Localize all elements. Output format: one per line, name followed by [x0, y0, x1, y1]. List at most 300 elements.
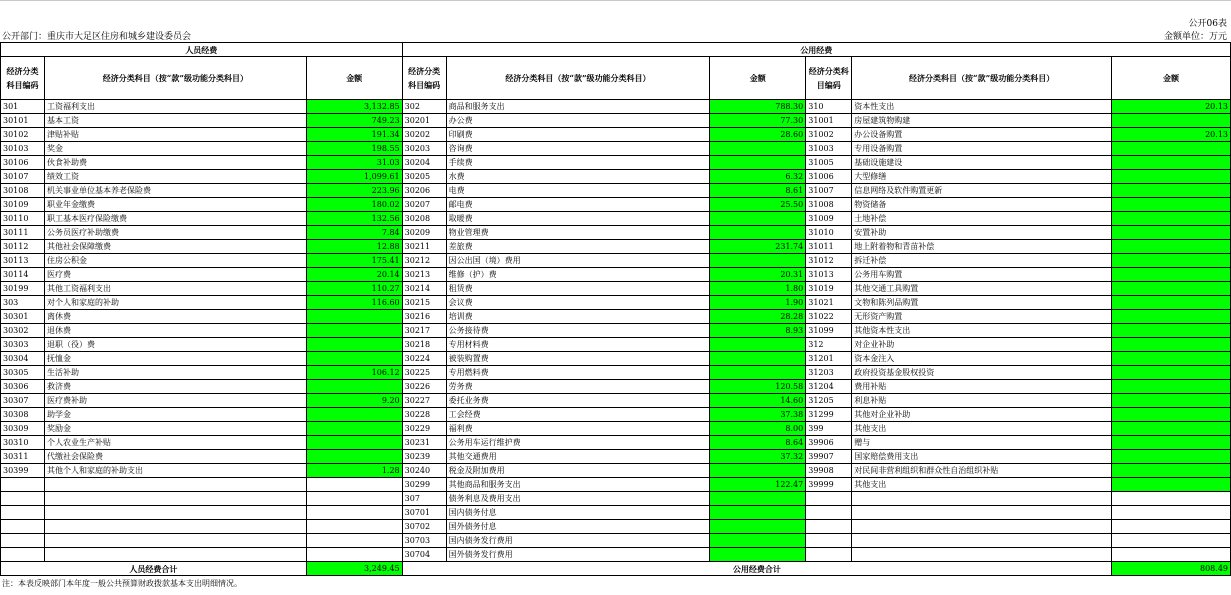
personnel-name-cell: 基本工资: [44, 114, 306, 128]
public-name-cell: 物业管理费: [446, 226, 710, 240]
public-code-cell: 302: [402, 100, 446, 114]
table-row: [1, 254, 1231, 268]
public-amount-cell: [710, 492, 806, 506]
personnel-name-cell: 公务员医疗补助缴费: [44, 226, 306, 240]
personnel-code-cell: 303: [1, 296, 45, 310]
table-row: [1, 380, 1231, 394]
expenditure-table: [0, 42, 1231, 576]
personnel-code-cell: 30301: [1, 310, 45, 324]
capital-amount-cell: [1112, 296, 1231, 310]
capital-amount-cell: [1112, 352, 1231, 366]
capital-amount-cell: 20.13: [1112, 100, 1231, 114]
personnel-amount-cell: 223.96: [306, 184, 402, 198]
personnel-code-cell: [1, 492, 45, 506]
total-row: [1, 562, 1231, 576]
capital-name-cell: 其他资本性支出: [852, 324, 1112, 338]
table-row: [1, 198, 1231, 212]
col-name-header: 经济分类科目（按“款”级功能分类科目）: [852, 57, 1112, 100]
personnel-name-cell: [44, 534, 306, 548]
personnel-amount-cell: 132.56: [306, 212, 402, 226]
public-name-cell: 其他商品和服务支出: [446, 478, 710, 492]
public-name-cell: 租赁费: [446, 282, 710, 296]
personnel-code-cell: 30307: [1, 394, 45, 408]
capital-name-cell: 其他交通工具购置: [852, 282, 1112, 296]
public-code-cell: 30202: [402, 128, 446, 142]
public-amount-cell: 37.32: [710, 450, 806, 464]
table-row: [1, 548, 1231, 562]
table-row: [1, 436, 1231, 450]
col-amount-header: 金额: [306, 57, 402, 100]
public-amount-cell: [710, 338, 806, 352]
capital-name-cell: 对民间非营利组织和群众性自治组织补贴: [852, 464, 1112, 478]
personnel-code-cell: [1, 534, 45, 548]
capital-code-cell: 312: [806, 338, 852, 352]
public-code-cell: 30217: [402, 324, 446, 338]
table-row: [1, 520, 1231, 534]
capital-name-cell: 办公设备购置: [852, 128, 1112, 142]
public-amount-cell: [710, 254, 806, 268]
personnel-code-cell: 30110: [1, 212, 45, 226]
public-amount-cell: [710, 506, 806, 520]
capital-amount-cell: [1112, 184, 1231, 198]
public-amount-cell: [710, 352, 806, 366]
capital-amount-cell: [1112, 142, 1231, 156]
personnel-name-cell: 离休费: [44, 310, 306, 324]
table-row: [1, 226, 1231, 240]
capital-amount-cell: [1112, 436, 1231, 450]
public-name-cell: 公务接待费: [446, 324, 710, 338]
public-code-cell: 30205: [402, 170, 446, 184]
personnel-code-cell: 30103: [1, 142, 45, 156]
personnel-amount-cell: 180.02: [306, 198, 402, 212]
personnel-name-cell: [44, 548, 306, 562]
personnel-total-label: 人员经费合计: [1, 562, 307, 576]
personnel-amount-cell: 1.28: [306, 464, 402, 478]
personnel-code-cell: [1, 548, 45, 562]
public-code-cell: 30703: [402, 534, 446, 548]
public-amount-cell: [710, 156, 806, 170]
public-code-cell: 30209: [402, 226, 446, 240]
public-name-cell: 税金及附加费用: [446, 464, 710, 478]
public-amount-cell: [710, 548, 806, 562]
table-row: [1, 492, 1231, 506]
public-code-cell: 30702: [402, 520, 446, 534]
capital-code-cell: 31013: [806, 268, 852, 282]
public-name-cell: 商品和服务支出: [446, 100, 710, 114]
capital-name-cell: [852, 548, 1112, 562]
personnel-code-cell: 30114: [1, 268, 45, 282]
personnel-amount-cell: [306, 520, 402, 534]
table-row: [1, 128, 1231, 142]
capital-code-cell: 31003: [806, 142, 852, 156]
capital-amount-cell: [1112, 198, 1231, 212]
table-row: [1, 394, 1231, 408]
public-amount-cell: [710, 464, 806, 478]
public-name-cell: 维修（护）费: [446, 268, 710, 282]
col-name-header: 经济分类科目（按“款”级功能分类科目）: [446, 57, 710, 100]
capital-amount-cell: [1112, 114, 1231, 128]
public-name-cell: 国内债务发行费用: [446, 534, 710, 548]
personnel-amount-cell: 116.60: [306, 296, 402, 310]
table-row: [1, 366, 1231, 380]
personnel-name-cell: 伙食补助费: [44, 156, 306, 170]
personnel-name-cell: 职工基本医疗保险缴费: [44, 212, 306, 226]
table-row: [1, 506, 1231, 520]
personnel-group-header: 人员经费: [1, 43, 403, 57]
capital-name-cell: 信息网络及软件购置更新: [852, 184, 1112, 198]
capital-name-cell: 其他支出: [852, 422, 1112, 436]
public-name-cell: 办公费: [446, 114, 710, 128]
personnel-amount-cell: 9.20: [306, 394, 402, 408]
col-amount-header: 金额: [710, 57, 806, 100]
public-amount-cell: [710, 534, 806, 548]
personnel-name-cell: 代缴社会保险费: [44, 450, 306, 464]
table-row: [1, 408, 1231, 422]
capital-name-cell: 利息补贴: [852, 394, 1112, 408]
personnel-code-cell: 30111: [1, 226, 45, 240]
capital-amount-cell: [1112, 156, 1231, 170]
public-name-cell: 劳务费: [446, 380, 710, 394]
public-name-cell: 专用燃料费: [446, 366, 710, 380]
capital-name-cell: [852, 492, 1112, 506]
public-code-cell: 30225: [402, 366, 446, 380]
personnel-code-cell: [1, 520, 45, 534]
personnel-name-cell: 津贴补贴: [44, 128, 306, 142]
capital-code-cell: 31009: [806, 212, 852, 226]
public-amount-cell: 14.60: [710, 394, 806, 408]
personnel-code-cell: 30107: [1, 170, 45, 184]
capital-name-cell: 土地补偿: [852, 212, 1112, 226]
public-total-amount: 808.49: [1112, 562, 1231, 576]
personnel-amount-cell: [306, 548, 402, 562]
personnel-amount-cell: 110.27: [306, 282, 402, 296]
public-amount-cell: 8.64: [710, 436, 806, 450]
capital-name-cell: 政府投资基金股权投资: [852, 366, 1112, 380]
personnel-name-cell: 其他个人和家庭的补助支出: [44, 464, 306, 478]
public-amount-cell: 8.61: [710, 184, 806, 198]
capital-code-cell: [806, 534, 852, 548]
public-code-cell: 30231: [402, 436, 446, 450]
table-row: [1, 310, 1231, 324]
personnel-code-cell: 30305: [1, 366, 45, 380]
capital-code-cell: 31201: [806, 352, 852, 366]
personnel-code-cell: 30112: [1, 240, 45, 254]
personnel-amount-cell: 3,132.85: [306, 100, 402, 114]
personnel-code-cell: [1, 478, 45, 492]
public-code-cell: 30215: [402, 296, 446, 310]
capital-name-cell: 对企业补助: [852, 338, 1112, 352]
public-name-cell: 印刷费: [446, 128, 710, 142]
capital-name-cell: 国家赔偿费用支出: [852, 450, 1112, 464]
capital-name-cell: 物资储备: [852, 198, 1112, 212]
department-label: 公开部门：重庆市大足区住房和城乡建设委员会: [2, 32, 192, 42]
personnel-amount-cell: 20.14: [306, 268, 402, 282]
col-code-header: 经济分类科目编码: [402, 57, 446, 100]
public-amount-cell: 77.30: [710, 114, 806, 128]
capital-code-cell: 31005: [806, 156, 852, 170]
public-name-cell: 国外债务发行费用: [446, 548, 710, 562]
table-row: [1, 324, 1231, 338]
personnel-amount-cell: [306, 352, 402, 366]
capital-amount-cell: [1112, 408, 1231, 422]
personnel-name-cell: [44, 520, 306, 534]
personnel-code-cell: 30306: [1, 380, 45, 394]
public-name-cell: 被装购置费: [446, 352, 710, 366]
capital-name-cell: 房屋建筑物购建: [852, 114, 1112, 128]
capital-code-cell: 31204: [806, 380, 852, 394]
personnel-amount-cell: [306, 478, 402, 492]
capital-amount-cell: [1112, 310, 1231, 324]
public-amount-cell: 8.93: [710, 324, 806, 338]
public-code-cell: 30208: [402, 212, 446, 226]
public-amount-cell: [710, 520, 806, 534]
public-amount-cell: 120.58: [710, 380, 806, 394]
personnel-code-cell: 30310: [1, 436, 45, 450]
public-code-cell: 30201: [402, 114, 446, 128]
table-row: [1, 422, 1231, 436]
capital-code-cell: 31299: [806, 408, 852, 422]
personnel-code-cell: 30108: [1, 184, 45, 198]
capital-name-cell: [852, 520, 1112, 534]
personnel-amount-cell: 31.03: [306, 156, 402, 170]
public-amount-cell: 37.38: [710, 408, 806, 422]
col-code-header: 经济分类科目编码: [806, 57, 852, 100]
public-name-cell: 福利费: [446, 422, 710, 436]
footnote: 注：本表反映部门本年度一般公共预算财政拨款基本支出明细情况。: [2, 579, 242, 588]
personnel-name-cell: 医疗费补助: [44, 394, 306, 408]
personnel-name-cell: 绩效工资: [44, 170, 306, 184]
capital-code-cell: 39906: [806, 436, 852, 450]
capital-code-cell: 31010: [806, 226, 852, 240]
public-name-cell: 培训费: [446, 310, 710, 324]
personnel-amount-cell: [306, 450, 402, 464]
public-amount-cell: 8.00: [710, 422, 806, 436]
capital-amount-cell: [1112, 324, 1231, 338]
personnel-name-cell: [44, 506, 306, 520]
capital-name-cell: 其他支出: [852, 478, 1112, 492]
capital-code-cell: 31022: [806, 310, 852, 324]
public-code-cell: 30212: [402, 254, 446, 268]
personnel-name-cell: 其他社会保障缴费: [44, 240, 306, 254]
capital-code-cell: 31011: [806, 240, 852, 254]
public-code-cell: 30228: [402, 408, 446, 422]
capital-code-cell: [806, 520, 852, 534]
table-row: [1, 114, 1231, 128]
capital-amount-cell: [1112, 534, 1231, 548]
personnel-name-cell: 助学金: [44, 408, 306, 422]
public-group-header: 公用经费: [402, 43, 1230, 57]
personnel-name-cell: 工资福利支出: [44, 100, 306, 114]
capital-name-cell: 资本金注入: [852, 352, 1112, 366]
public-name-cell: 电费: [446, 184, 710, 198]
public-code-cell: 30226: [402, 380, 446, 394]
public-amount-cell: 25.50: [710, 198, 806, 212]
capital-amount-cell: [1112, 170, 1231, 184]
personnel-code-cell: 30303: [1, 338, 45, 352]
personnel-name-cell: 退休费: [44, 324, 306, 338]
table-row: [1, 100, 1231, 114]
personnel-code-cell: 30109: [1, 198, 45, 212]
capital-code-cell: 399: [806, 422, 852, 436]
table-row: [1, 352, 1231, 366]
personnel-code-cell: [1, 506, 45, 520]
table-row: [1, 464, 1231, 478]
public-name-cell: 水费: [446, 170, 710, 184]
personnel-name-cell: 住房公积金: [44, 254, 306, 268]
capital-code-cell: 31019: [806, 282, 852, 296]
amount-unit-label: 金额单位：万元: [1163, 32, 1227, 42]
capital-name-cell: 赠与: [852, 436, 1112, 450]
personnel-amount-cell: [306, 310, 402, 324]
public-code-cell: 30204: [402, 156, 446, 170]
personnel-amount-cell: [306, 534, 402, 548]
personnel-name-cell: 医疗费: [44, 268, 306, 282]
personnel-total-amount: 3,249.45: [306, 562, 402, 576]
capital-code-cell: [806, 492, 852, 506]
public-amount-cell: 28.60: [710, 128, 806, 142]
capital-name-cell: 公务用车购置: [852, 268, 1112, 282]
public-code-cell: 30207: [402, 198, 446, 212]
personnel-amount-cell: [306, 436, 402, 450]
public-amount-cell: 231.74: [710, 240, 806, 254]
public-amount-cell: [710, 366, 806, 380]
public-amount-cell: [710, 212, 806, 226]
public-name-cell: 工会经费: [446, 408, 710, 422]
capital-name-cell: 无形资产购置: [852, 310, 1112, 324]
public-code-cell: 30229: [402, 422, 446, 436]
public-name-cell: 邮电费: [446, 198, 710, 212]
personnel-name-cell: 个人农业生产补贴: [44, 436, 306, 450]
personnel-code-cell: 30102: [1, 128, 45, 142]
table-row: [1, 282, 1231, 296]
capital-name-cell: 专用设备购置: [852, 142, 1112, 156]
capital-amount-cell: [1112, 226, 1231, 240]
group-header-row: [1, 43, 1231, 57]
public-code-cell: 30203: [402, 142, 446, 156]
capital-name-cell: 其他对企业补助: [852, 408, 1112, 422]
personnel-code-cell: 30311: [1, 450, 45, 464]
personnel-amount-cell: [306, 506, 402, 520]
col-amount-header: 金额: [1112, 57, 1231, 100]
table-row: [1, 338, 1231, 352]
table-row: [1, 478, 1231, 492]
public-name-cell: 因公出国（境）费用: [446, 254, 710, 268]
top-rule: [0, 0, 1231, 1]
public-code-cell: 30214: [402, 282, 446, 296]
personnel-amount-cell: 12.88: [306, 240, 402, 254]
table-row: [1, 296, 1231, 310]
personnel-amount-cell: 1,099.61: [306, 170, 402, 184]
capital-code-cell: 31007: [806, 184, 852, 198]
capital-name-cell: 费用补贴: [852, 380, 1112, 394]
capital-amount-cell: [1112, 548, 1231, 562]
capital-amount-cell: [1112, 380, 1231, 394]
public-code-cell: 30216: [402, 310, 446, 324]
public-code-cell: 30211: [402, 240, 446, 254]
capital-amount-cell: [1112, 464, 1231, 478]
table-row: [1, 534, 1231, 548]
capital-code-cell: [806, 548, 852, 562]
public-code-cell: 30218: [402, 338, 446, 352]
public-amount-cell: [710, 142, 806, 156]
col-code-header: 经济分类科目编码: [1, 57, 45, 100]
public-amount-cell: 1.90: [710, 296, 806, 310]
capital-amount-cell: [1112, 422, 1231, 436]
personnel-name-cell: 对个人和家庭的补助: [44, 296, 306, 310]
personnel-amount-cell: [306, 492, 402, 506]
public-amount-cell: 28.28: [710, 310, 806, 324]
personnel-amount-cell: 198.55: [306, 142, 402, 156]
capital-amount-cell: [1112, 506, 1231, 520]
public-name-cell: 国外债务付息: [446, 520, 710, 534]
personnel-amount-cell: 7.84: [306, 226, 402, 240]
capital-name-cell: 文物和陈列品购置: [852, 296, 1112, 310]
capital-name-cell: 安置补助: [852, 226, 1112, 240]
capital-amount-cell: [1112, 478, 1231, 492]
capital-code-cell: 39908: [806, 464, 852, 478]
public-code-cell: 30227: [402, 394, 446, 408]
capital-code-cell: 31012: [806, 254, 852, 268]
table-row: [1, 142, 1231, 156]
personnel-amount-cell: [306, 380, 402, 394]
personnel-code-cell: 30308: [1, 408, 45, 422]
personnel-code-cell: 30399: [1, 464, 45, 478]
capital-code-cell: 31006: [806, 170, 852, 184]
capital-amount-cell: [1112, 338, 1231, 352]
personnel-name-cell: 救济费: [44, 380, 306, 394]
capital-name-cell: 资本性支出: [852, 100, 1112, 114]
personnel-name-cell: 退职（役）费: [44, 338, 306, 352]
personnel-name-cell: 奖金: [44, 142, 306, 156]
table-row: [1, 170, 1231, 184]
public-amount-cell: 6.32: [710, 170, 806, 184]
public-name-cell: 国内债务付息: [446, 506, 710, 520]
capital-code-cell: 31001: [806, 114, 852, 128]
capital-code-cell: 31205: [806, 394, 852, 408]
personnel-amount-cell: 106.12: [306, 366, 402, 380]
public-amount-cell: 20.31: [710, 268, 806, 282]
capital-amount-cell: [1112, 268, 1231, 282]
personnel-code-cell: 301: [1, 100, 45, 114]
personnel-amount-cell: [306, 324, 402, 338]
table-row: [1, 240, 1231, 254]
capital-name-cell: [852, 506, 1112, 520]
capital-amount-cell: [1112, 212, 1231, 226]
personnel-name-cell: 机关事业单位基本养老保险费: [44, 184, 306, 198]
public-code-cell: 30224: [402, 352, 446, 366]
table-row: [1, 156, 1231, 170]
capital-name-cell: [852, 534, 1112, 548]
public-code-cell: 30206: [402, 184, 446, 198]
public-name-cell: 债务利息及费用支出: [446, 492, 710, 506]
personnel-name-cell: 职业年金缴费: [44, 198, 306, 212]
personnel-name-cell: 生活补助: [44, 366, 306, 380]
personnel-name-cell: 奖励金: [44, 422, 306, 436]
personnel-code-cell: 30199: [1, 282, 45, 296]
personnel-name-cell: 抚恤金: [44, 352, 306, 366]
capital-amount-cell: [1112, 254, 1231, 268]
capital-code-cell: 31203: [806, 366, 852, 380]
public-code-cell: 307: [402, 492, 446, 506]
public-name-cell: 差旅费: [446, 240, 710, 254]
public-name-cell: 咨询费: [446, 142, 710, 156]
public-name-cell: 其他交通费用: [446, 450, 710, 464]
personnel-amount-cell: 749.23: [306, 114, 402, 128]
capital-code-cell: 31099: [806, 324, 852, 338]
public-name-cell: 委托业务费: [446, 394, 710, 408]
capital-code-cell: 310: [806, 100, 852, 114]
public-name-cell: 手续费: [446, 156, 710, 170]
